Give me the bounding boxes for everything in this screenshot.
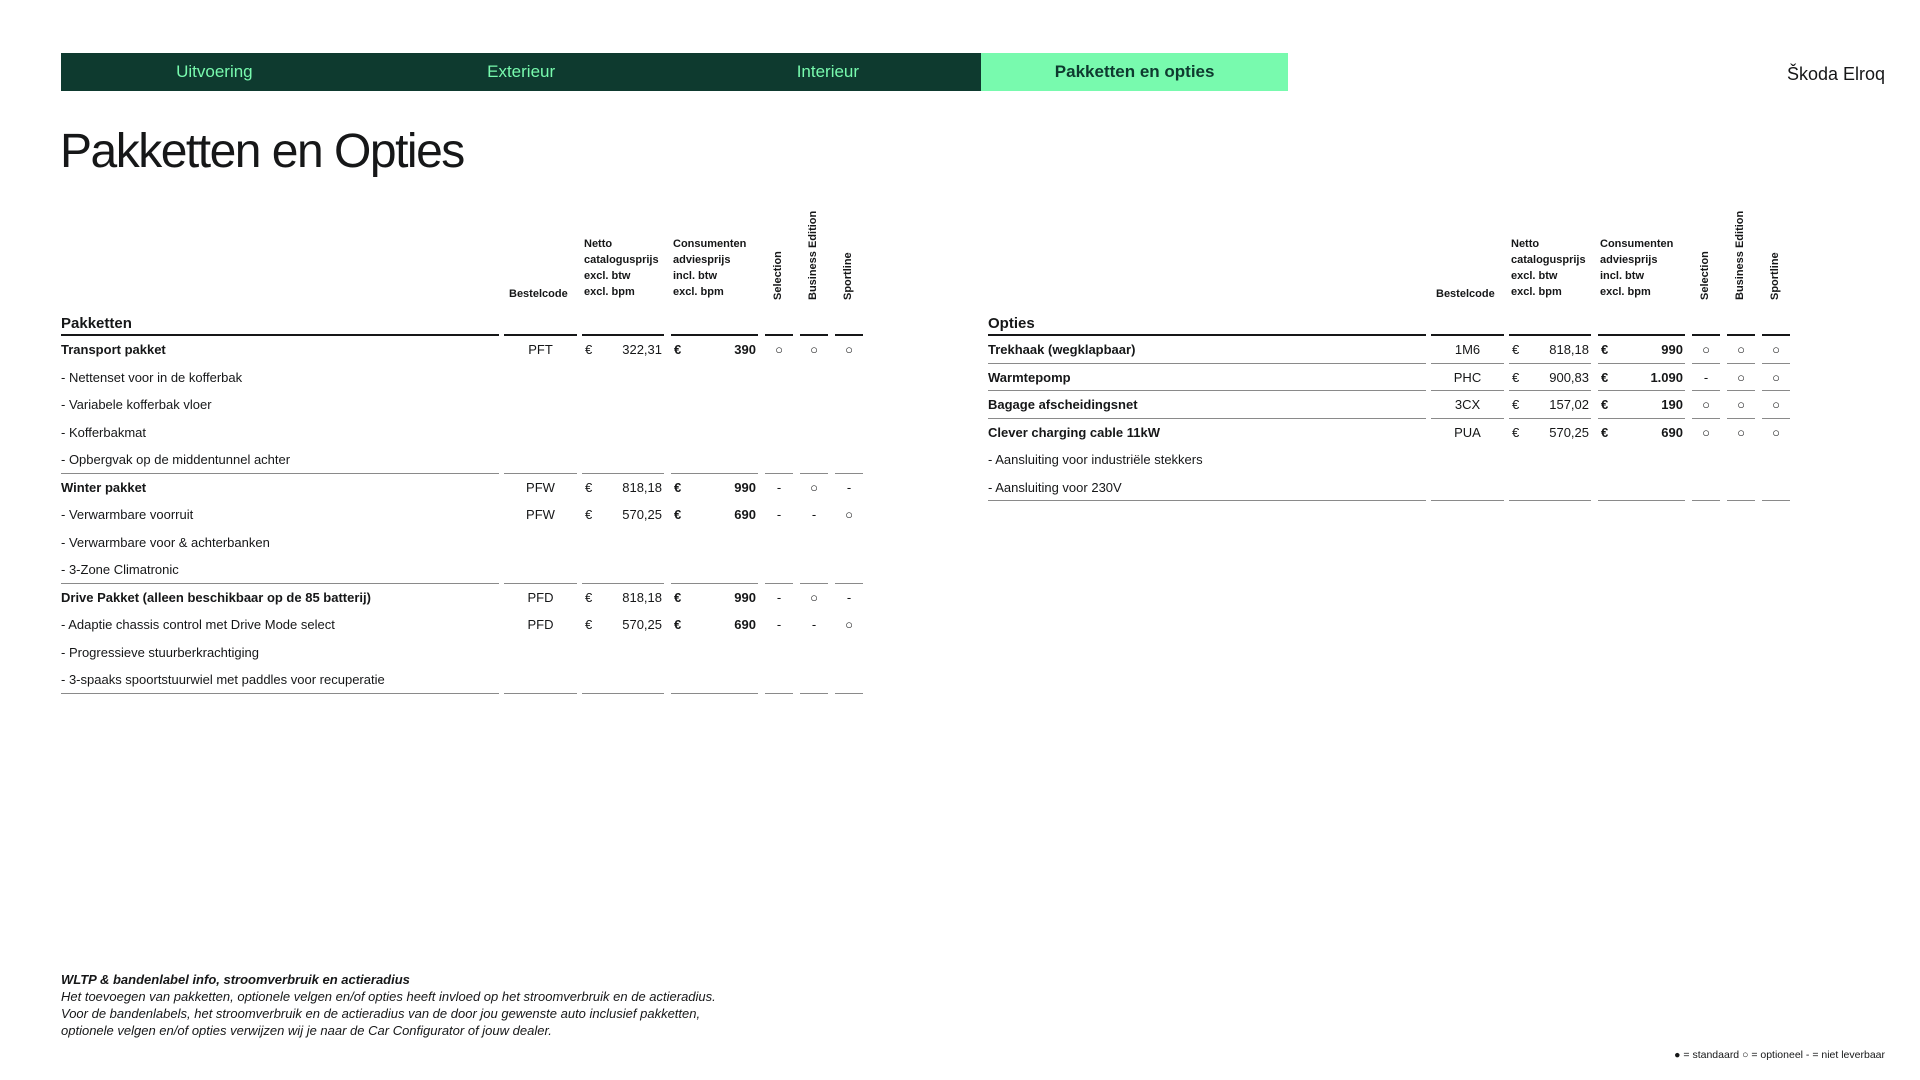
currency-symbol: € [585, 507, 593, 522]
availability-selection: - [776, 589, 782, 605]
tab-uitvoering[interactable]: Uitvoering [61, 53, 368, 91]
column-header-selection: Selection [1699, 251, 1711, 300]
row-name: - Variabele kofferbak vloer [61, 397, 212, 412]
row-name: Transport pakket [61, 342, 166, 357]
currency-symbol: € [585, 589, 593, 605]
row-divider [988, 500, 1426, 501]
footnote-line: Voor de bandenlabels, het stroomverbruik en de actieradius van de door jou gewenste auto inclusief pakketten, [61, 1006, 701, 1021]
availability-sportline: ○ [1772, 397, 1780, 412]
row-divider [765, 693, 793, 694]
row-name: Drive Pakket (alleen beschikbaar op de 85 batterij) [61, 589, 371, 605]
column-header-sportline: Sportline [842, 252, 854, 300]
row-order-code: PHC [1453, 369, 1482, 385]
footnote-title: WLTP & bandenlabel info, stroomverbruik en actieradius [61, 972, 410, 987]
row-consumer-price: 1.090 [1650, 369, 1683, 385]
currency-symbol: € [585, 617, 593, 632]
row-net-price: 570,25 [622, 617, 662, 632]
row-net-price: 818,18 [622, 479, 662, 495]
currency-symbol: € [1601, 424, 1609, 440]
row-name: - Aansluiting voor 230V [988, 479, 1122, 495]
column-header-sportline: Sportline [1769, 252, 1781, 300]
row-name: Warmtepomp [988, 369, 1071, 385]
row-consumer-price: 690 [1661, 424, 1683, 440]
section-title: Pakketten [61, 315, 132, 332]
row-consumer-price: 190 [1661, 397, 1683, 412]
currency-symbol: € [674, 617, 682, 632]
row-order-code: 3CX [1454, 397, 1481, 412]
availability-business-edition: - [811, 507, 817, 522]
availability-sportline: - [846, 589, 852, 605]
availability-sportline: ○ [1772, 369, 1780, 385]
currency-symbol: € [1512, 342, 1520, 357]
availability-business-edition: ○ [1737, 369, 1745, 385]
availability-business-edition: ○ [810, 479, 818, 495]
row-name: - Adaptie chassis control met Drive Mode select [61, 617, 335, 632]
row-name: Clever charging cable 11kW [988, 424, 1160, 440]
availability-sportline: ○ [845, 342, 853, 357]
row-order-code: PUA [1454, 424, 1481, 440]
availability-business-edition: ○ [810, 589, 818, 605]
row-order-code: 1M6 [1454, 342, 1481, 357]
row-divider [582, 693, 664, 694]
currency-symbol: € [1512, 397, 1520, 412]
row-name: - Verwarmbare voorruit [61, 507, 194, 522]
availability-business-edition: ○ [1737, 342, 1745, 357]
currency-symbol: € [674, 507, 682, 522]
row-net-price: 322,31 [622, 342, 662, 357]
row-order-code: PFW [526, 507, 555, 522]
row-name: - Nettenset voor in de kofferbak [61, 369, 243, 385]
availability-sportline: ○ [845, 507, 853, 522]
column-header-business-edition: Business Edition [807, 210, 819, 300]
column-header-code: Bestelcode [509, 288, 568, 300]
page-title: Pakketten en Opties [60, 125, 464, 178]
currency-symbol: € [674, 479, 682, 495]
availability-selection: ○ [1702, 397, 1710, 412]
section-title: Opties [988, 315, 1035, 332]
availability-business-edition: ○ [1737, 397, 1745, 412]
currency-symbol: € [1512, 424, 1520, 440]
availability-business-edition: ○ [1737, 424, 1745, 440]
row-divider [1692, 500, 1720, 501]
availability-selection: - [776, 617, 782, 632]
row-name: - 3-spaaks spoortstuurwiel met paddles voor recuperatie [61, 672, 385, 687]
column-header-net-price: Netto catalogusprijs excl. btw excl. bpm [584, 238, 659, 298]
availability-selection: ○ [1702, 424, 1710, 440]
row-divider [1727, 500, 1755, 501]
row-name: - Kofferbakmat [61, 424, 147, 440]
row-name: - Opbergvak op de middentunnel achter [61, 452, 291, 467]
currency-symbol: € [1601, 397, 1609, 412]
row-net-price: 570,25 [1549, 424, 1589, 440]
row-name: Winter pakket [61, 479, 147, 495]
row-net-price: 900,83 [1549, 369, 1589, 385]
column-header-selection: Selection [772, 251, 784, 300]
row-consumer-price: 990 [1661, 342, 1683, 357]
footnote-line: optionele velgen en/of opties verwijzen wij je naar de Car Configurator of jouw dealer. [61, 1023, 552, 1038]
row-name: Bagage afscheidingsnet [988, 397, 1138, 412]
currency-symbol: € [1512, 369, 1520, 385]
row-divider [61, 693, 499, 694]
row-consumer-price: 990 [734, 589, 756, 605]
tab-pakketten-en-opties[interactable]: Pakketten en opties [981, 53, 1288, 91]
column-header-consumer-price: Consumenten adviesprijs incl. btw excl. bpm [673, 238, 747, 298]
row-net-price: 818,18 [622, 589, 662, 605]
availability-sportline: ○ [1772, 342, 1780, 357]
currency-symbol: € [1601, 342, 1609, 357]
row-name: - Verwarmbare voor & achterbanken [61, 534, 270, 550]
row-name: - Aansluiting voor industriële stekkers [988, 452, 1203, 467]
availability-sportline: - [846, 479, 852, 495]
row-order-code: PFW [526, 479, 555, 495]
row-consumer-price: 990 [734, 479, 756, 495]
availability-business-edition: ○ [810, 342, 818, 357]
currency-symbol: € [674, 589, 682, 605]
tab-interieur[interactable]: Interieur [675, 53, 982, 91]
row-net-price: 157,02 [1549, 397, 1589, 412]
tab-exterieur[interactable]: Exterieur [368, 53, 675, 91]
row-divider [504, 693, 577, 694]
column-header-code: Bestelcode [1436, 288, 1495, 300]
row-consumer-price: 390 [734, 342, 756, 357]
row-order-code: PFD [527, 617, 554, 632]
row-divider [671, 693, 758, 694]
row-net-price: 570,25 [622, 507, 662, 522]
column-header-net-price: Netto catalogusprijs excl. btw excl. bpm [1511, 238, 1586, 298]
row-divider [1762, 500, 1790, 501]
top-navigation [61, 53, 1288, 91]
availability-selection: - [1703, 369, 1709, 385]
row-divider [1509, 500, 1591, 501]
availability-selection: - [776, 479, 782, 495]
row-order-code: PFT [528, 342, 553, 357]
footnote-line: Het toevoegen van pakketten, optionele velgen en/of opties heeft invloed op het stroomverbruik en de actieradius. [61, 989, 716, 1004]
row-name: - Progressieve stuurberkrachtiging [61, 644, 259, 660]
availability-sportline: ○ [845, 617, 853, 632]
row-consumer-price: 690 [734, 507, 756, 522]
currency-symbol: € [1601, 369, 1609, 385]
currency-symbol: € [585, 479, 593, 495]
column-header-business-edition: Business Edition [1734, 210, 1746, 300]
availability-selection: - [776, 507, 782, 522]
row-divider [835, 693, 863, 694]
availability-selection: ○ [1702, 342, 1710, 357]
row-order-code: PFD [527, 589, 554, 605]
row-divider [1431, 500, 1504, 501]
row-consumer-price: 690 [734, 617, 756, 632]
row-divider [1598, 500, 1685, 501]
column-header-consumer-price: Consumenten adviesprijs incl. btw excl. bpm [1600, 238, 1674, 298]
row-net-price: 818,18 [1549, 342, 1589, 357]
wltp-footnote [61, 971, 821, 1039]
currency-symbol: € [585, 342, 593, 357]
brand-name: Škoda Elroq [1786, 64, 1885, 84]
row-name: - 3-Zone Climatronic [61, 562, 179, 577]
legend: ● = standaard ○ = optioneel - = niet leverbaar [1674, 1049, 1885, 1061]
row-name: Trekhaak (wegklapbaar) [988, 342, 1136, 357]
currency-symbol: € [674, 342, 682, 357]
availability-sportline: ○ [1772, 424, 1780, 440]
availability-selection: ○ [775, 342, 783, 357]
row-divider [800, 693, 828, 694]
availability-business-edition: - [811, 617, 817, 632]
